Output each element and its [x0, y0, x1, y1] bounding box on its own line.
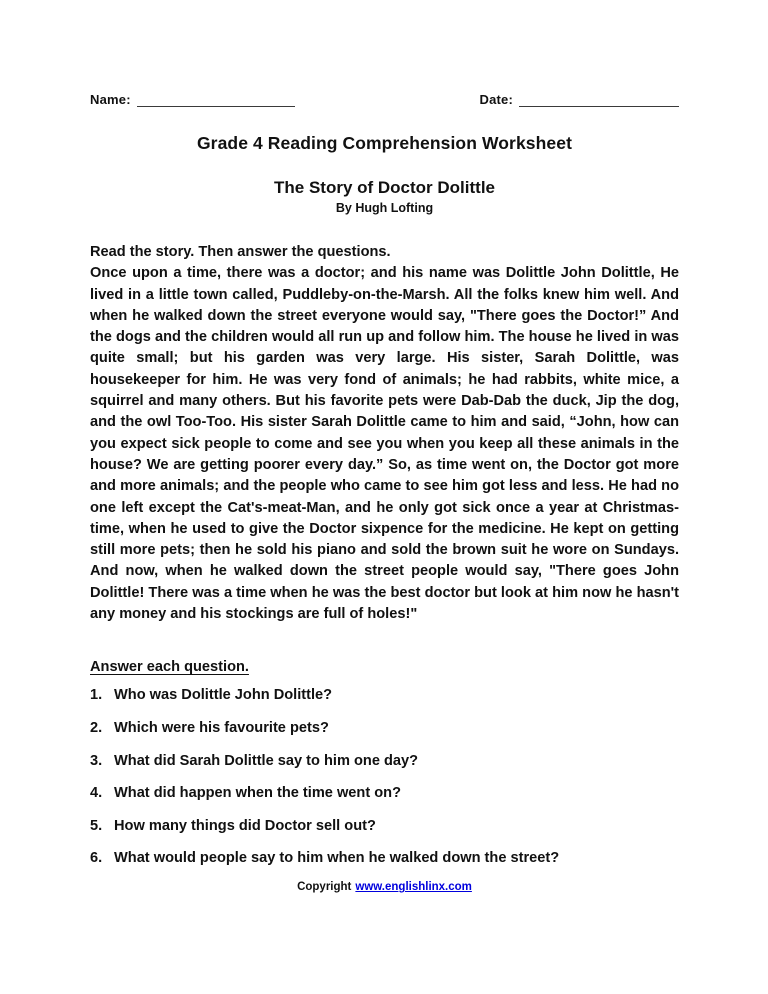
question-item	[90, 848, 679, 869]
question-number: 5.	[90, 817, 103, 834]
story-byline: By Hugh Lofting	[335, 201, 434, 215]
question-item	[90, 816, 679, 837]
story-title: The Story of Doctor Dolittle	[274, 178, 495, 197]
copyright-label: Copyright	[297, 881, 352, 894]
page-content	[90, 0, 679, 893]
name-label: Name:	[90, 92, 131, 107]
name-field	[90, 92, 295, 107]
instructions-text: Read the story. Then answer the questions.	[90, 244, 391, 260]
name-date-row	[90, 92, 679, 107]
question-number: 2.	[90, 719, 103, 736]
question-number: 1.	[90, 687, 103, 704]
date-field	[479, 92, 679, 107]
question-item	[90, 685, 679, 706]
question-item	[90, 718, 679, 739]
copyright-line	[90, 881, 679, 893]
question-number: 3.	[90, 752, 103, 769]
questions-heading: Answer each question.	[90, 659, 249, 676]
date-label: Date:	[479, 92, 513, 107]
questions-list	[90, 685, 679, 869]
name-blank-input[interactable]	[137, 93, 295, 107]
question-text: What did Sarah Dolittle say to him one day?	[114, 752, 419, 769]
question-number: 6.	[90, 850, 103, 867]
englishlinx-link[interactable]: www.englishlinx.com	[355, 881, 472, 894]
question-text: Who was Dolittle John Dolittle?	[114, 687, 333, 704]
question-text: What did happen when the time went on?	[114, 785, 402, 802]
question-number: 4.	[90, 785, 103, 802]
question-text: Which were his favourite pets?	[114, 719, 329, 736]
story-paragraph: Once upon a time, there was a doctor; and his name was Dolittle John Dolittle, He lived in a little town called, Puddleby-on-the-Marsh. All the folks knew him well. And when he walked down the street everyone would say, "There goes the Doctor!” And the dogs and the children would all run up and follow him. The house he lived in was quite small; but his garden was very large. His sister, Sarah Dolittle, was housekeeper for him. He was very fond of animals; he had rabbits, white mice, a squirrel and many others. But his favorite pets were Dab-Dab the duck, Jip the dog, and the owl Too-Too. His sister Sarah Dolittle came to him and said, “John, how can you expect sick people to come and see you when you keep all these animals in the house? We are getting poorer every day.” So, as time went on, the Doctor got more and more animals; and the people who came to see him got less and less. He had no one left except the Cat's-meat-Man, and he only got sick once a year at Christmas-time, when he used to give the Doctor sixpence for the medicine. He kept on getting still more pets; then he sold his piano and sold the brown suit he wore on Sundays. And now, when he walked down the street people would say, "There goes John Dolittle! There was a time when he was the best doctor but look at him now he hasn't any money and his stockings are full of holes!"	[90, 265, 679, 623]
question-item	[90, 783, 679, 804]
question-text: How many things did Doctor sell out?	[114, 817, 376, 834]
date-blank-input[interactable]	[519, 93, 679, 107]
question-item	[90, 751, 679, 772]
worksheet-title: Grade 4 Reading Comprehension Worksheet	[196, 133, 573, 153]
question-text: What would people say to him when he walked down the street?	[114, 850, 560, 867]
